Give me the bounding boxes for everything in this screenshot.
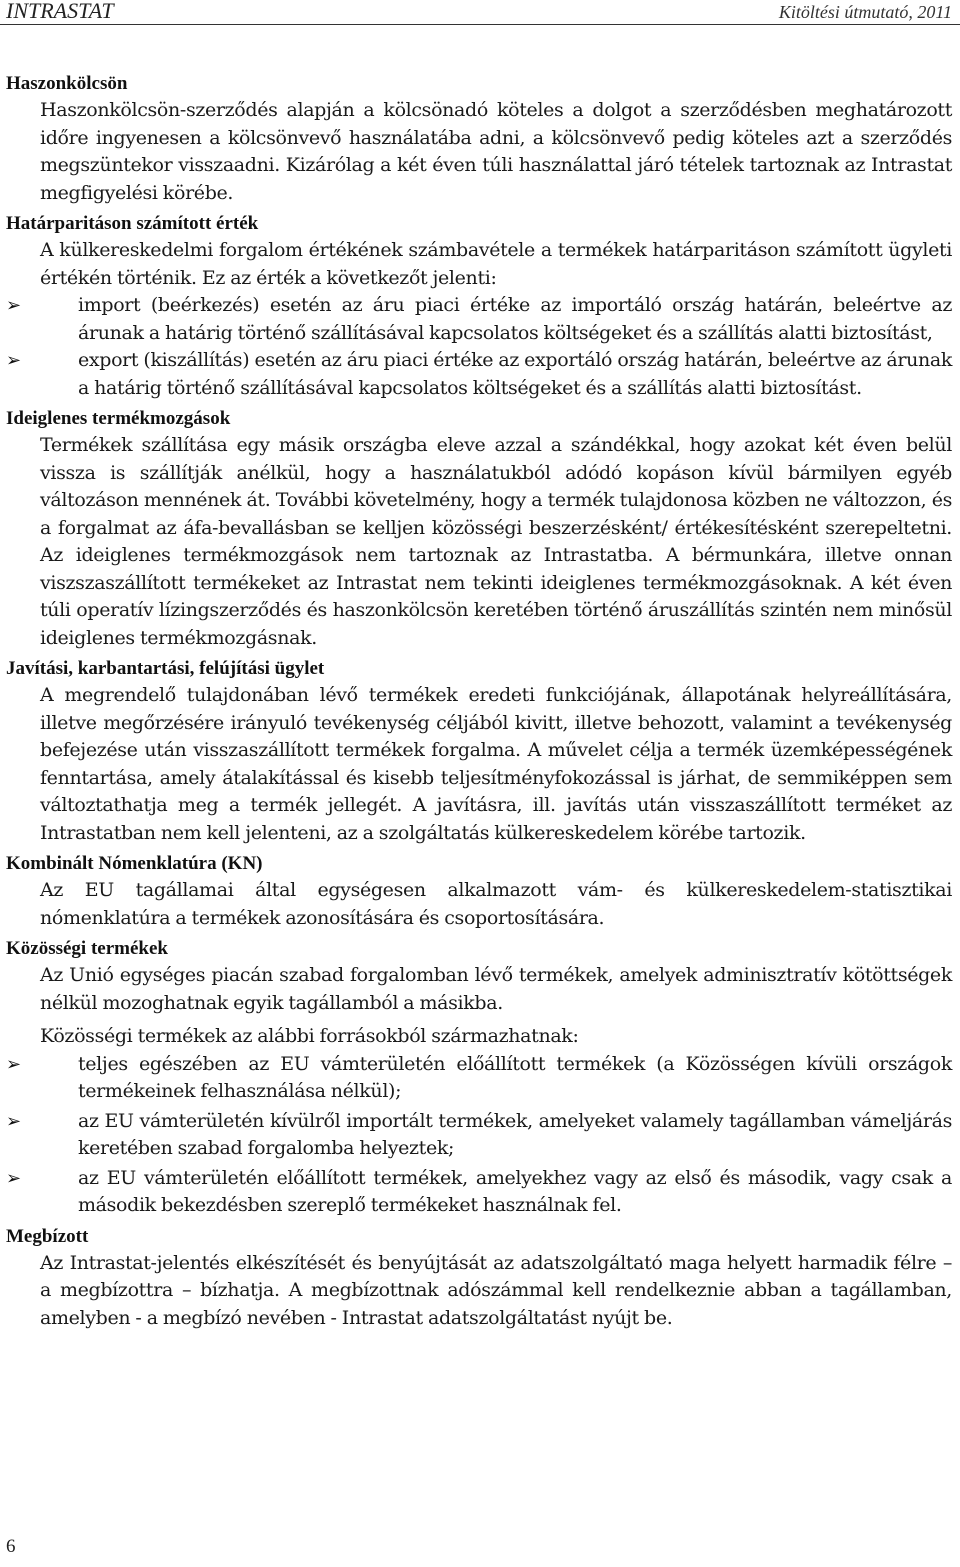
page-header [0,0,960,25]
section-haszonkolcson [6,70,952,207]
section-ideiglenes [6,405,952,652]
list-item [6,1165,952,1220]
section-hatarparitas [6,210,952,402]
section-paragraph: Haszonkölcsön-szerződés alapján a kölcsönadó köteles a dolgot a szerződésben meghatározott időre ingyenesen a kölcsönvevő használatába adni, a kölcsönvevő pedig köteles azt a szerződés megszüntekor visszaadni. Kizárólag a két éven túli használattal járó tételek tartoznak az Intrastat megfigyelési körébe. [40,99,952,204]
list-item [6,1051,952,1106]
arrowhead-icon: ➢ [6,1110,21,1132]
list-item [6,292,952,347]
header-subtitle: Kitöltési útmutató, 2011 [778,2,952,22]
bullet-list [6,292,952,402]
section-paragraph: Az Intrastat-jelentés elkészítését és benyújtását az adatszolgáltató maga helyett harmadik félre – a megbízottra – bízhatja. A megbízottnak adószámmal kell rendelkeznie abban a tagállamban, amelyben - a megbízó nevében - Intrastat adatszolgáltatást nyújt be. [40,1251,952,1329]
arrowhead-icon: ➢ [6,295,21,316]
list-item-text: import (beérkezés) esetén az áru piaci értéke az importáló ország határán, beleértve az árunak a határig történő szállításával kapcsolatos költségeket és a szállítás alatti biztosítást, [78,294,952,344]
section-title: Javítási, karbantartási, felújítási ügylet [6,658,325,679]
section-paragraph: A megrendelő tulajdonában lévő termékek eredeti funkciójának, állapotának helyreállítására, illetve megőrzésére irányuló tevékenység céljából kivitt, illetve behozott, valamint a tevékenység befejezése után visszaszállított termékek forgalma. A művelet célja a termék üzemképességének fenntartása, amely átalakítással és kisebb teljesítményfokozással is járhat, de semmiképpen sem változtathatja meg a termék jellegét. A javításra, ill. javítás után visszaszállított terméket az Intrastatban nem kell jelenteni, az a szolgáltatás külkereskedelem körébe tartozik. [40,684,952,844]
page-number: 6 [6,1536,16,1557]
section-paragraph: Az EU tagállamai által egységesen alkalmazott vám- és külkereskedelem-statisztikai nómenklatúra a termékek azonosítására és csoportosítására. [40,879,952,929]
section-megbizott [6,1223,952,1333]
section-title: Ideiglenes termékmozgások [6,408,231,429]
header-title: INTRASTAT [6,0,114,23]
section-paragraph: A külkereskedelmi forgalom értékének számbavétele a termékek határparitáson számított ügyleti értékén történik. Ez az érték a következőt jelenti: [40,239,952,289]
section-javitasi [6,655,952,847]
section-paragraph: Közösségi termékek az alábbi forrásokból származhatnak: [40,1025,579,1047]
bullet-list [6,1051,952,1220]
list-item [6,1108,952,1163]
arrowhead-icon: ➢ [6,350,21,371]
list-item-text: teljes egészében az EU vámterületén előállított termékek (a Közösségen kívüli országok termékeinek felhasználása nélkül); [78,1052,952,1102]
section-kozossegi-termekek [6,935,952,1220]
section-paragraph: Termékek szállítása egy másik országba eleve azzal a szándékkal, hogy azokat két éven belül vissza is szállítják anélkül, hogy a használatukból adódó kopáson kívül bármilyen egyéb változáson mennének át. További követelmény, hogy a termék tulajdonosa közben ne változzon, és a forgalmat az áfa-bevallásban se kelljen közösségi beszerzésként/ értékesítésként szerepeltetni. Az ideiglenes termékmozgások nem tartoznak az Intrastatba. A bérmunkára, illetve onnan viszszaszállított termékeket az Intrastat nem tekinti ideiglenes termékmozgásoknak. A két éven túli operatív lízingszerződés és haszonkölcsön keretében történő áruszállítás szintén nem minősül ideiglenes termékmozgásnak. [40,434,952,649]
section-title: Határparitáson számított érték [6,213,259,234]
list-item [6,347,952,402]
section-title: Haszonkölcsön [6,73,128,94]
section-title: Közösségi termékek [6,938,168,959]
list-item-text: az EU vámterületén kívülről importált termékek, amelyeket valamely tagállamban vámeljárás keretében szabad forgalomba helyeztek; [78,1109,952,1159]
arrowhead-icon: ➢ [6,1167,21,1189]
page-content [6,70,952,1335]
section-kombinalt-nomenklatura [6,850,952,932]
section-paragraph: Az Unió egységes piacán szabad forgalomban lévő termékek, amelyek adminisztratív kötöttségek nélkül mozoghatnak egyik tagállamból a másikba. [40,964,952,1014]
section-title: Kombinált Nómenklatúra (KN) [6,853,263,874]
section-title: Megbízott [6,1225,89,1247]
list-item-text: az EU vámterületén előállított termékek, amelyekhez vagy az első és második, vagy csak a második bekezdésben szereplő termékeket használnak fel. [78,1166,952,1216]
arrowhead-icon: ➢ [6,1053,21,1075]
list-item-text: export (kiszállítás) esetén az áru piaci értéke az exportáló ország határán, beleértve az árunak a határig történő szállításával kapcsolatos költségeket és a szállítás alatti biztosítást. [78,349,952,399]
